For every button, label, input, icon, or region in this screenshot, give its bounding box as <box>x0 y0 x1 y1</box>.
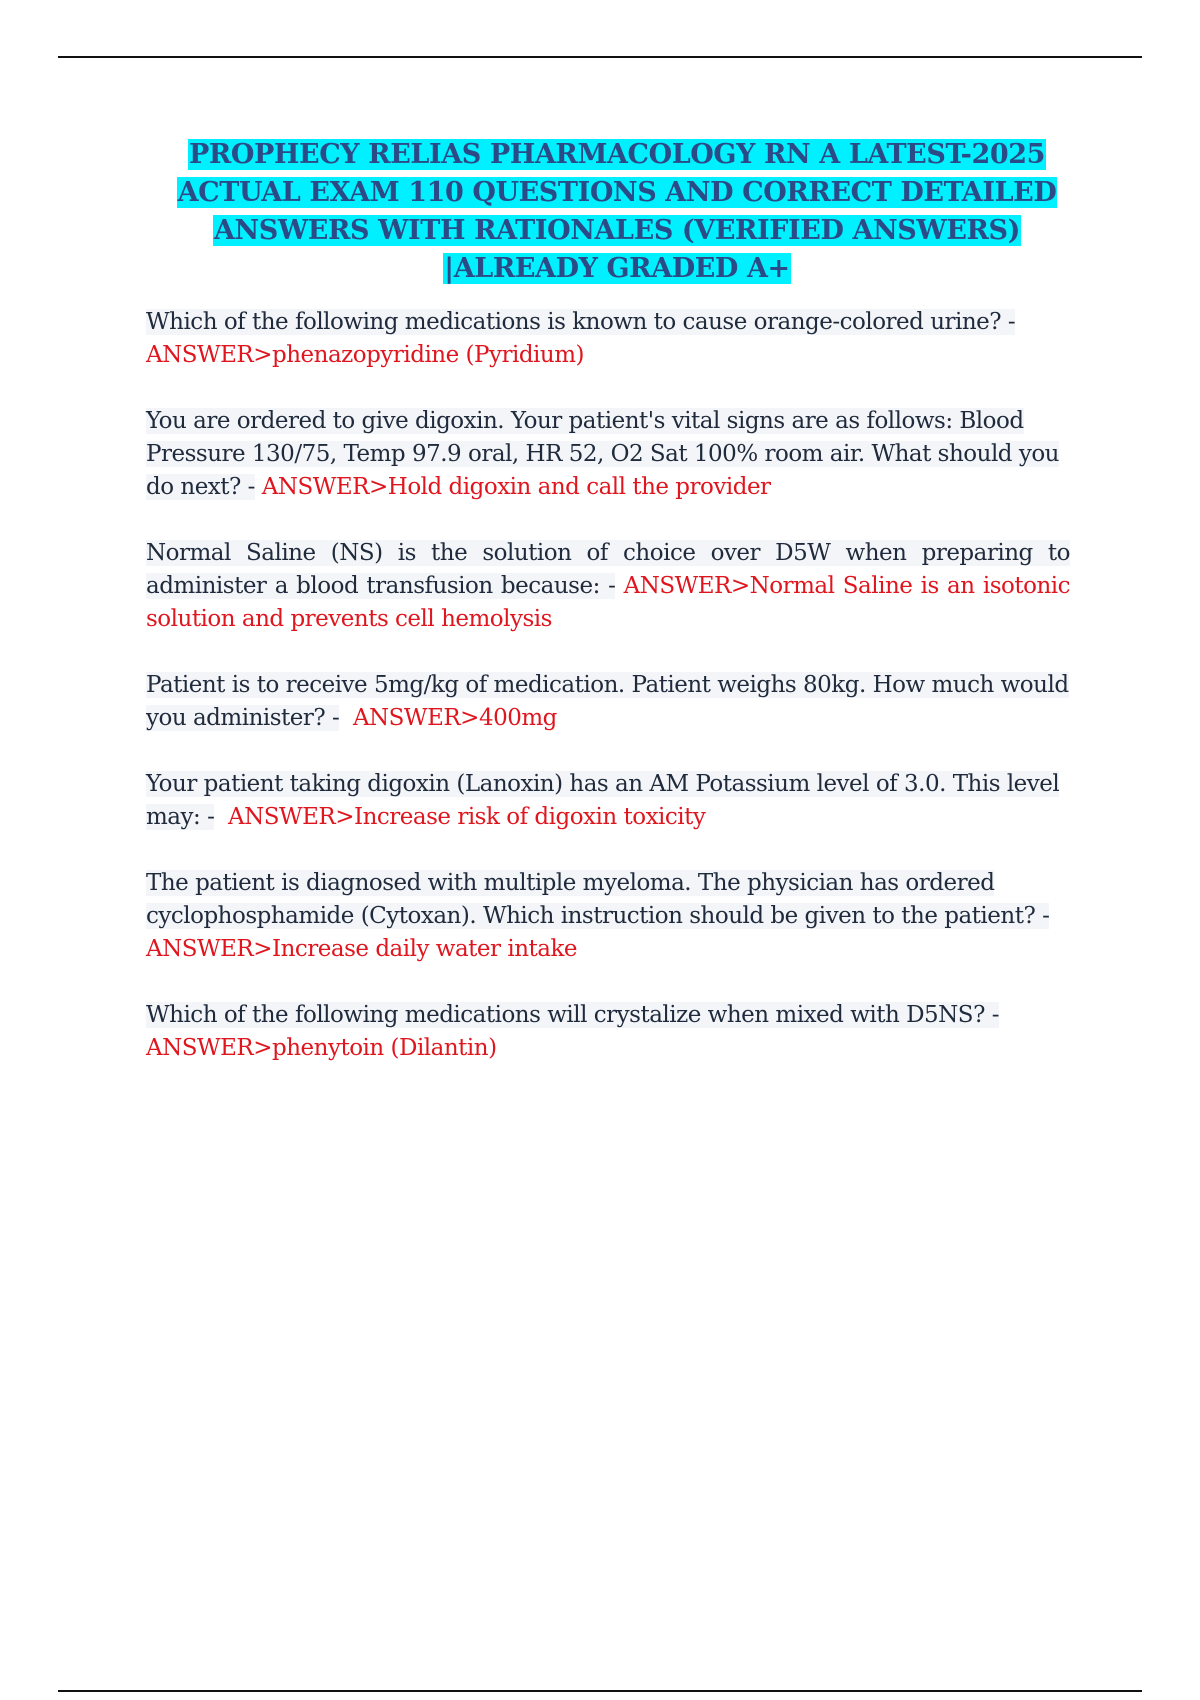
bottom-rule <box>58 1690 1142 1692</box>
answer-5: ANSWER>Increase risk of digoxin toxicity <box>227 804 706 830</box>
qa-item-4 <box>146 669 1070 735</box>
document-title-text: PROPHECY RELIAS PHARMACOLOGY RN A LATEST-2025 ACTUAL EXAM 110 QUESTIONS AND CORRECT DETAILED ANSWERS WITH RATIONALES (VERIFIED ANSWERS) |ALREADY GRADED A+ <box>177 139 1057 284</box>
answer-7: ANSWER>phenytoin (Dilantin) <box>146 1035 497 1061</box>
question-5: Your patient taking digoxin (Lanoxin) has an AM Potassium level of 3.0. This level may: - <box>146 771 1060 830</box>
question-4: Patient is to receive 5mg/kg of medication. Patient weighs 80kg. How much would you administer? - <box>146 672 1069 731</box>
question-7: Which of the following medications will crystalize when mixed with D5NS? - <box>146 1002 999 1028</box>
document-title <box>134 136 1100 288</box>
answer-2: ANSWER>Hold digoxin and call the provider <box>261 474 771 500</box>
answer-4: ANSWER>400mg <box>352 705 557 731</box>
qa-item-7 <box>146 999 1070 1065</box>
qa-list <box>146 306 1070 1098</box>
qa-item-3 <box>146 537 1070 636</box>
qa-item-5 <box>146 768 1070 834</box>
qa-item-1 <box>146 306 1070 372</box>
answer-6: ANSWER>Increase daily water intake <box>146 936 578 962</box>
question-6: The patient is diagnosed with multiple myeloma. The physician has ordered cyclophosphamide (Cytoxan). Which instruction should be given to the patient? - <box>146 870 1050 929</box>
qa-item-2 <box>146 405 1070 504</box>
question-1: Which of the following medications is known to cause orange-colored urine? - <box>146 309 1016 335</box>
top-rule <box>58 56 1142 58</box>
question-3: Normal Saline (NS) is the solution of choice over D5W when preparing to administer a blood transfusion because: - <box>146 540 1070 599</box>
qa-item-6 <box>146 867 1070 966</box>
question-2: You are ordered to give digoxin. Your patient's vital signs are as follows: Blood Pressure 130/75, Temp 97.9 oral, HR 52, O2 Sat 100% room air. What should you do next? - <box>146 408 1059 500</box>
answer-3: ANSWER>Normal Saline is an isotonic solution and prevents cell hemolysis <box>146 573 1071 632</box>
answer-1: ANSWER>phenazopyridine (Pyridium) <box>146 342 584 368</box>
